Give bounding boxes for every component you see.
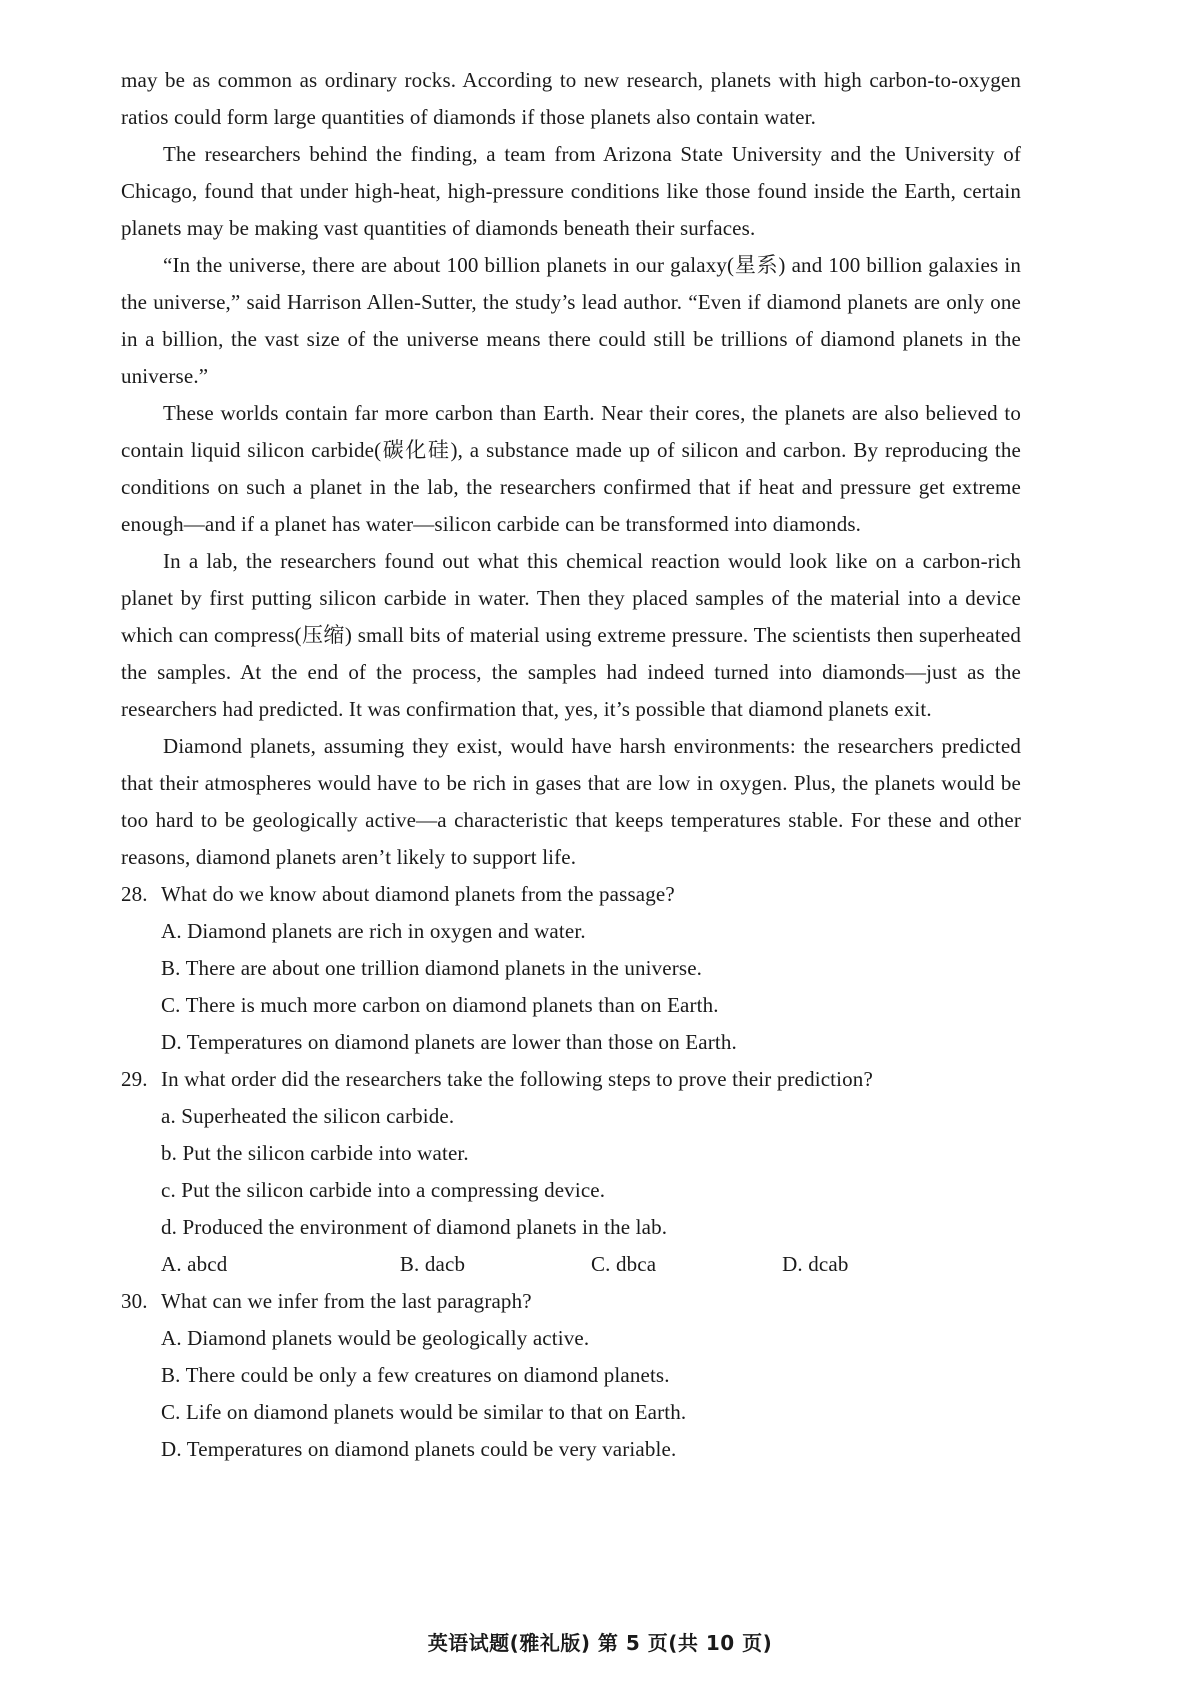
passage-paragraph: may be as common as ordinary rocks. According to new research, planets with high carbon-to-oxygen ratios could form large quantities of diamonds if those planets also contain water.	[121, 68, 1021, 129]
answer-option: A. Diamond planets would be geologically active.	[161, 1326, 590, 1350]
question-30	[121, 1283, 1021, 1320]
answer-option: C. Life on diamond planets would be similar to that on Earth.	[161, 1400, 687, 1424]
answer-option: C. There is much more carbon on diamond planets than on Earth.	[161, 993, 719, 1017]
question-28	[121, 876, 1021, 913]
question-stem: What do we know about diamond planets from the passage?	[161, 882, 675, 906]
question-stem: What can we infer from the last paragraph?	[161, 1289, 532, 1313]
exam-page	[121, 62, 1021, 1468]
answer-option: C. dbca	[591, 1252, 657, 1276]
passage-paragraph: Diamond planets, assuming they exist, would have harsh environments: the researchers predicted that their atmospheres would have to be rich in gases that are low in oxygen. Plus, the planets would be too hard to be geologically active—a characteristic that keeps temperatures stable. For these and other reasons, diamond planets aren’t likely to support life.	[121, 734, 1021, 869]
answer-option: B. dacb	[399, 1252, 466, 1276]
answer-options-row	[121, 1246, 1021, 1283]
answer-option: B. There are about one trillion diamond planets in the universe.	[161, 956, 703, 980]
answer-option: A. Diamond planets are rich in oxygen and water.	[161, 919, 586, 943]
step-item: b. Put the silicon carbide into water.	[161, 1141, 469, 1165]
question-number: 29.	[121, 1067, 148, 1091]
step-item: d. Produced the environment of diamond planets in the lab.	[161, 1215, 668, 1239]
question-stem: In what order did the researchers take the following steps to prove their prediction?	[161, 1067, 873, 1091]
passage-paragraph: “In the universe, there are about 100 billion planets in our galaxy(星系) and 100 billion galaxies in the universe,” said Harrison Allen-Sutter, the study’s lead author. “Even if diamond planets are only one in a billion, the vast size of the universe means there could still be trillions of diamond planets in the universe.”	[121, 253, 1021, 388]
answer-option: D. Temperatures on diamond planets are lower than those on Earth.	[161, 1030, 737, 1054]
answer-option: B. There could be only a few creatures on diamond planets.	[161, 1363, 670, 1387]
passage-paragraph: The researchers behind the finding, a team from Arizona State University and the University of Chicago, found that under high-heat, high-pressure conditions like those found inside the Earth, certain planets may be making vast quantities of diamonds beneath their surfaces.	[121, 142, 1021, 240]
page-footer: 英语试题(雅礼版) 第 5 页(共 10 页)	[427, 1631, 773, 1655]
answer-option: D. Temperatures on diamond planets could be very variable.	[161, 1437, 677, 1461]
answer-option: A. abcd	[161, 1252, 228, 1276]
answer-option: D. dcab	[782, 1252, 849, 1276]
step-item: a. Superheated the silicon carbide.	[161, 1104, 455, 1128]
question-number: 28.	[121, 882, 148, 906]
step-item: c. Put the silicon carbide into a compressing device.	[161, 1178, 606, 1202]
question-number: 30.	[121, 1289, 148, 1313]
question-29	[121, 1061, 1021, 1098]
passage-paragraph: In a lab, the researchers found out what this chemical reaction would look like on a carbon-rich planet by first putting silicon carbide in water. Then they placed samples of the material into a device which can compress(压缩) small bits of material using extreme pressure. The scientists then superheated the samples. At the end of the process, the samples had indeed turned into diamonds—just as the researchers had predicted. It was confirmation that, yes, it’s possible that diamond planets exit.	[121, 549, 1021, 721]
passage-paragraph: These worlds contain far more carbon than Earth. Near their cores, the planets are also believed to contain liquid silicon carbide(碳化硅), a substance made up of silicon and carbon. By reproducing the conditions on such a planet in the lab, the researchers confirmed that if heat and pressure get extreme enough—and if a planet has water—silicon carbide can be transformed into diamonds.	[121, 401, 1021, 536]
